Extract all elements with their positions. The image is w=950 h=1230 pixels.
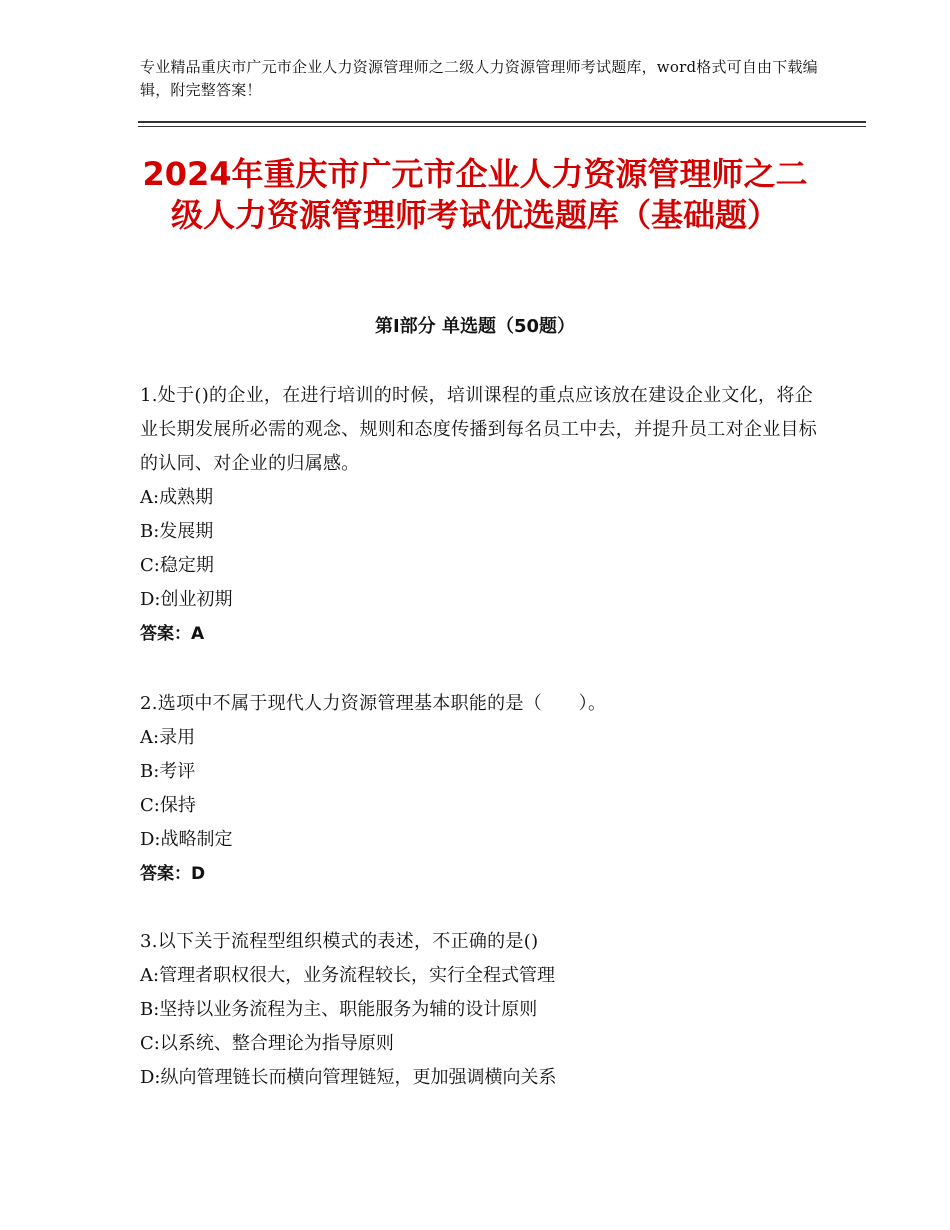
question-1 bbox=[140, 379, 820, 651]
section-heading: 第Ⅰ部分 单选题（50题） bbox=[374, 316, 575, 337]
option-c: C:稳定期 bbox=[140, 555, 214, 576]
question-stem: 2.选项中不属于现代人力资源管理基本职能的是（ ）。 bbox=[140, 693, 607, 714]
answer-line: 答案：A bbox=[140, 624, 205, 644]
question-2 bbox=[140, 687, 820, 891]
question-stem: 1.处于()的企业，在进行培训的时候，培训课程的重点应该放在建设企业文化，将企业长期发展所必需的观念、规则和态度传播到每名员工中去，并提升员工对企业目标的认同、对企业的归属感。 bbox=[140, 385, 818, 474]
question-3 bbox=[140, 925, 820, 1095]
answer-line: 答案：D bbox=[140, 864, 206, 884]
option-b: B:考评 bbox=[140, 761, 196, 782]
option-b: B:坚持以业务流程为主、职能服务为辅的设计原则 bbox=[140, 999, 538, 1020]
question-stem: 3.以下关于流程型组织模式的表述，不正确的是() bbox=[140, 931, 539, 952]
option-c: C:以系统、整合理论为指导原则 bbox=[140, 1033, 394, 1054]
option-d: D:创业初期 bbox=[140, 589, 233, 610]
option-a: A:录用 bbox=[140, 727, 196, 748]
document-title: 2024年重庆市广元市企业人力资源管理师之二级人力资源管理师考试优选题库（基础题） bbox=[142, 155, 808, 234]
option-d: D:纵向管理链长而横向管理链短，更加强调横向关系 bbox=[140, 1067, 557, 1088]
option-c: C:保持 bbox=[140, 795, 196, 816]
option-a: A:管理者职权很大，业务流程较长，实行全程式管理 bbox=[140, 965, 556, 986]
header-divider-thin bbox=[138, 126, 866, 127]
option-a: A:成熟期 bbox=[140, 487, 214, 508]
header-divider-thick bbox=[138, 121, 866, 123]
option-b: B:发展期 bbox=[140, 521, 214, 542]
option-d: D:战略制定 bbox=[140, 829, 233, 850]
header-note: 专业精品重庆市广元市企业人力资源管理师之二级人力资源管理师考试题库，word格式可自由下载编辑，附完整答案！ bbox=[140, 58, 818, 99]
